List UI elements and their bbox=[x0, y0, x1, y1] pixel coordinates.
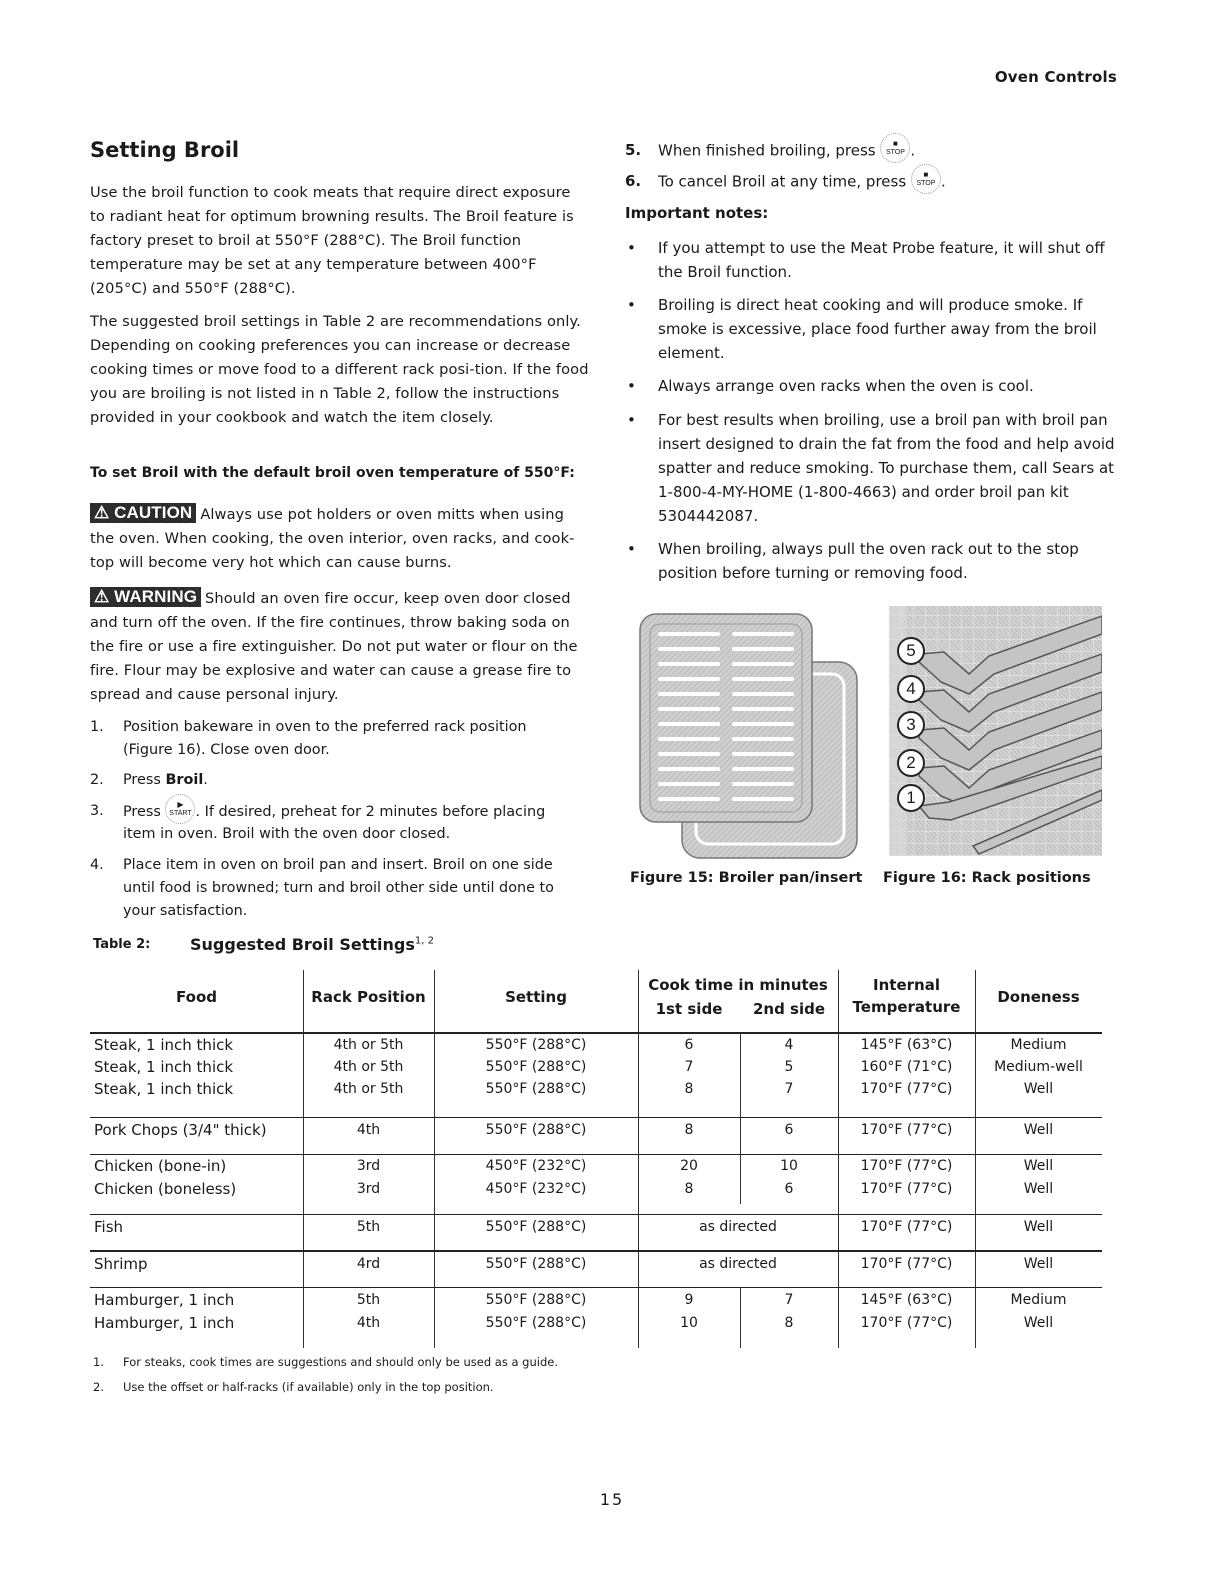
warning-text: Should an oven fire occur, keep oven door closed and turn off the oven. If the fire continues, throw baking soda on the fire or use a fire extinguisher. Do not put water or flour on the fire. Flour may be explosive and water can cause a grease fire to spread and cause personal injury. bbox=[90, 590, 578, 703]
cell-2nd-side: 7 bbox=[784, 1292, 794, 1308]
step-4: 4. Place item in oven on broil pan and insert. Broil on one side until food is browned; turn and broil other side until done to your satisfaction. bbox=[90, 857, 554, 919]
cell-1st-side: 8 bbox=[684, 1122, 694, 1138]
cell-doneness: Medium-well bbox=[994, 1059, 1083, 1075]
cell-1st-side: 8 bbox=[684, 1081, 694, 1097]
cell-internal: 170°F (77°C) bbox=[860, 1256, 953, 1272]
cell-2nd-side: 7 bbox=[784, 1081, 794, 1097]
caution-text: Always use pot holders or oven mitts when using the oven. When cooking, the oven interior, oven racks, and cook-top will become very hot which can cause burns. bbox=[90, 506, 575, 571]
step-2: 2. Press Broil. bbox=[90, 772, 208, 788]
header-doneness: Doneness bbox=[997, 988, 1080, 1006]
cell-2nd-side: 5 bbox=[784, 1059, 794, 1075]
bullet-icon: • bbox=[627, 411, 636, 429]
cell-food: Steak, 1 inch thick bbox=[94, 1036, 234, 1054]
row-rule bbox=[90, 1250, 1102, 1252]
set-broil-subheading: To set Broil with the default broil oven temperature of 550°F: bbox=[90, 465, 575, 481]
figure-15-caption: Figure 15: Broiler pan/insert bbox=[630, 870, 863, 886]
cell-food: Chicken (bone-in) bbox=[94, 1157, 227, 1175]
cell-2nd-side: 6 bbox=[784, 1122, 794, 1138]
cell-2nd-side: 8 bbox=[784, 1315, 794, 1331]
important-notes-heading: Important notes: bbox=[625, 204, 769, 222]
step-3: 3. Press ▶ START . If desired, preheat for 2 minutes before placing item in oven. Broil with the oven door closed. bbox=[90, 800, 590, 846]
cell-rack: 3rd bbox=[356, 1158, 381, 1174]
rack-position-2-label: 2 bbox=[897, 749, 925, 777]
cell-internal: 145°F (63°C) bbox=[860, 1292, 953, 1308]
cell-doneness: Well bbox=[1023, 1122, 1054, 1138]
cell-rack: 4th bbox=[356, 1315, 381, 1331]
cell-internal: 170°F (77°C) bbox=[860, 1158, 953, 1174]
cell-doneness: Well bbox=[1023, 1256, 1054, 1272]
warning-block bbox=[90, 587, 590, 707]
cell-setting: 550°F (288°C) bbox=[485, 1037, 587, 1053]
step-6: 6. To cancel Broil at any time, press ■ STOP . bbox=[625, 170, 1120, 194]
figure-broiler-pan bbox=[638, 612, 860, 862]
cell-food: Fish bbox=[94, 1218, 124, 1236]
warning-badge: ⚠ WARNING bbox=[90, 587, 201, 607]
cell-food: Pork Chops (3/4" thick) bbox=[94, 1121, 267, 1139]
cell-internal: 145°F (63°C) bbox=[860, 1037, 953, 1053]
cell-food: Chicken (boneless) bbox=[94, 1180, 237, 1198]
cell-2nd-side: 4 bbox=[784, 1037, 794, 1053]
header-internal-temp: Internal Temperature bbox=[852, 976, 961, 1016]
cell-1st-side: 8 bbox=[684, 1181, 694, 1197]
intro-paragraph-1: Use the broil function to cook meats that require direct exposure to radiant heat for optimum browning results. The Broil feature is factory preset to broil at 550°F (288°C). The Broil function temperature may be set at any temperature between 400°F (205°C) and 550°F (288°C). bbox=[90, 184, 574, 297]
cell-setting: 550°F (288°C) bbox=[485, 1081, 587, 1097]
cell-rack: 4th or 5th bbox=[333, 1037, 404, 1053]
rack-position-4-label: 4 bbox=[897, 675, 925, 703]
cell-cook-time: as directed bbox=[699, 1256, 777, 1272]
cell-internal: 170°F (77°C) bbox=[860, 1219, 953, 1235]
cell-internal: 160°F (71°C) bbox=[860, 1059, 953, 1075]
cell-rack: 4rd bbox=[356, 1256, 381, 1272]
bullet-icon: • bbox=[627, 377, 636, 395]
page-number: 15 bbox=[599, 1490, 625, 1509]
section-header: Oven Controls bbox=[994, 68, 1117, 86]
step-1: 1. Position bakeware in oven to the preferred rack position (Figure 16). Close oven door. bbox=[90, 719, 527, 758]
cell-doneness: Medium bbox=[1010, 1292, 1067, 1308]
cell-food: Hamburger, 1 inch bbox=[94, 1314, 235, 1332]
cell-food: Steak, 1 inch thick bbox=[94, 1058, 234, 1076]
table-title: Suggested Broil Settings$^{1, 2}$ bbox=[190, 935, 434, 954]
cell-setting: 550°F (288°C) bbox=[485, 1059, 587, 1075]
cell-2nd-side: 10 bbox=[780, 1158, 798, 1174]
rack-position-1-label: 1 bbox=[897, 784, 925, 812]
cell-doneness: Well bbox=[1023, 1081, 1054, 1097]
row-rule bbox=[90, 1287, 1102, 1288]
cell-doneness: Well bbox=[1023, 1158, 1054, 1174]
cell-1st-side: 6 bbox=[684, 1037, 694, 1053]
cell-setting: 550°F (288°C) bbox=[485, 1122, 587, 1138]
header-1st-side: 1st side bbox=[655, 1000, 723, 1018]
broiler-pan-illustration bbox=[638, 612, 860, 862]
page-title: Setting Broil bbox=[90, 138, 240, 162]
cell-doneness: Well bbox=[1023, 1181, 1054, 1197]
cell-setting: 550°F (288°C) bbox=[485, 1256, 587, 1272]
cell-rack: 4th or 5th bbox=[333, 1081, 404, 1097]
cell-internal: 170°F (77°C) bbox=[860, 1122, 953, 1138]
figure-16-caption: Figure 16: Rack positions bbox=[883, 870, 1091, 886]
cell-doneness: Well bbox=[1023, 1315, 1054, 1331]
cell-rack: 4th bbox=[356, 1122, 381, 1138]
cell-doneness: Well bbox=[1023, 1219, 1054, 1235]
caution-badge: ⚠ CAUTION bbox=[90, 503, 196, 523]
cell-rack: 4th or 5th bbox=[333, 1059, 404, 1075]
cell-setting: 550°F (288°C) bbox=[485, 1315, 587, 1331]
cell-internal: 170°F (77°C) bbox=[860, 1315, 953, 1331]
figure-rack-positions bbox=[889, 606, 1102, 856]
header-cook-time: Cook time in minutes bbox=[648, 976, 828, 994]
header-rack-position: Rack Position bbox=[311, 988, 426, 1006]
start-button-icon: ▶ START bbox=[165, 794, 195, 824]
cell-1st-side: 7 bbox=[684, 1059, 694, 1075]
stop-button-icon: ■ STOP bbox=[911, 164, 941, 194]
cell-internal: 170°F (77°C) bbox=[860, 1081, 953, 1097]
row-rule bbox=[90, 1117, 1102, 1118]
caution-block bbox=[90, 503, 590, 575]
cell-setting: 550°F (288°C) bbox=[485, 1219, 587, 1235]
cell-rack: 3rd bbox=[356, 1181, 381, 1197]
step-5: 5. When finished broiling, press ■ STOP . bbox=[625, 139, 1120, 163]
table-label: Table 2: bbox=[93, 937, 151, 952]
cell-2nd-side: 6 bbox=[784, 1181, 794, 1197]
header-setting: Setting bbox=[505, 988, 567, 1006]
bullet-icon: • bbox=[627, 239, 636, 257]
cell-1st-side: 10 bbox=[680, 1315, 698, 1331]
cell-setting: 450°F (232°C) bbox=[485, 1158, 587, 1174]
cell-internal: 170°F (77°C) bbox=[860, 1181, 953, 1197]
cell-rack: 5th bbox=[356, 1219, 381, 1235]
header-food: Food bbox=[176, 988, 217, 1006]
rack-position-5-label: 5 bbox=[897, 637, 925, 665]
bullet-icon: • bbox=[627, 540, 636, 558]
rack-position-3-label: 3 bbox=[897, 711, 925, 739]
intro-paragraph-2: The suggested broil settings in Table 2 are recommendations only. Depending on cooking preferences you can increase or decrease cooking times or move food to a different rack posi-tion. If the food you are broiling is not listed in n Table 2, follow the instructions provided in your cookbook and watch the item closely. bbox=[90, 313, 589, 426]
cell-setting: 450°F (232°C) bbox=[485, 1181, 587, 1197]
cell-cook-time: as directed bbox=[699, 1219, 777, 1235]
cell-1st-side: 9 bbox=[684, 1292, 694, 1308]
cell-food: Hamburger, 1 inch bbox=[94, 1291, 235, 1309]
bullet-icon: • bbox=[627, 296, 636, 314]
cell-doneness: Medium bbox=[1010, 1037, 1067, 1053]
header-2nd-side: 2nd side bbox=[752, 1000, 826, 1018]
cell-food: Steak, 1 inch thick bbox=[94, 1080, 234, 1098]
stop-button-icon: ■ STOP bbox=[880, 133, 910, 163]
broil-key-label: Broil bbox=[165, 772, 204, 788]
cell-food: Shrimp bbox=[94, 1255, 148, 1273]
row-rule bbox=[90, 1214, 1102, 1215]
cell-1st-side: 20 bbox=[680, 1158, 698, 1174]
cell-rack: 5th bbox=[356, 1292, 381, 1308]
cell-setting: 550°F (288°C) bbox=[485, 1292, 587, 1308]
